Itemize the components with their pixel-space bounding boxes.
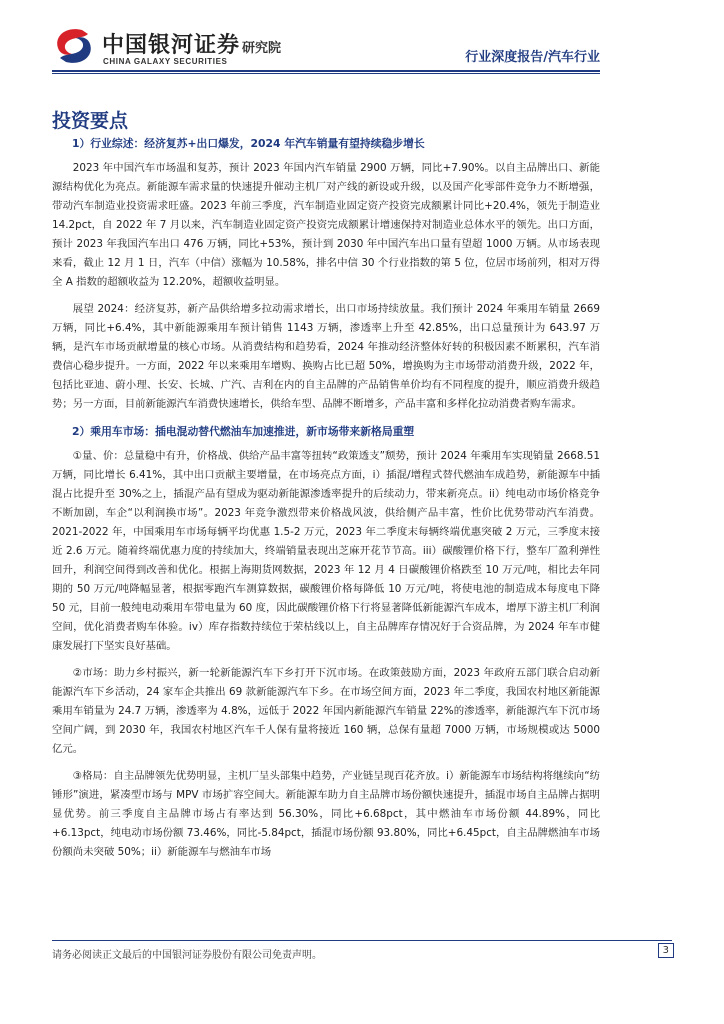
- footer-rule: [52, 940, 672, 941]
- report-type: 行业深度报告/汽车行业: [465, 50, 600, 65]
- disclaimer-text: 请务必阅读正文最后的中国银河证券股份有限公司免责声明。: [52, 950, 322, 961]
- paragraph: ②市场：助力乡村振兴，新一轮新能源汽车下乡打开下沉市场。在政策鼓励方面，2023 年政府五部门联合启动新能源汽车下乡活动，24 家车企共推出 69 款新能源汽车下乡。在市场空间方面，2023 年二季度，我国农村地区新能源乘用车销量为 24.7 万辆，渗透率为 4.8%，远低于 2022 年国内新能源汽车销量 22%的渗透率，新能源汽车下沉市场空间广阔，到 2030 年，我国农村地区汽车千人保有量将接近 160 辆，总保有量超 7000 万辆，市场规模或达 5000 亿元。: [52, 667, 600, 755]
- section-passenger-car-market: [52, 422, 600, 862]
- paragraph: ①量、价：总量稳中有升，价格战、供给产品丰富等扭转“政策透支”颓势，预计 2024 年乘用车实现销量 2668.51 万辆，同比增长 6.41%，其中出口贡献主要增量，在市场亮点方面，i）插混/增程式替代燃油车成趋势，新能源车中插混占比提升至 30%之上，插混产品有望成为驱动新能源渗透率提升的后续动力，带来新亮点。ii）纯电动市场价格竞争不断加剧，车企“以利润换市场”。2023 年竞争激烈带来价格战风波，供给侧产品丰富，性价比优势带动汽车消费。2021-2022 年，中国乘用车市场每辆平均优惠 1.5-2 万元，2023 年二季度末每辆终端优惠突破 2 万元，三季度末接近 2.6 万元。随着终端优惠力度的持续加大，终端销量表现出芝麻开花节节高。iii）碳酸锂价格下行，整车厂盈利弹性回升，利润空间得到改善和优化。根据上海期货网数据，2023 年 12 月 4 日碳酸锂价格跌至 10 万元/吨，相比去年同期的 50 万元/吨降幅显著，根据零跑汽车测算数据，碳酸锂价格每降低 10 万元/吨，将使电池的制造成本每度电下降 50 元，目前一般纯电动乘用车带电量为 60 度，因此碳酸锂价格下行将显著降低新能源汽车成本，增厚下游主机厂利润空间，优化消费者购车体验。iv）库存指数持续位于荣枯线以上，自主品牌库存情况好于合资品牌，为 2024 年车市健康发展打下坚实良好基础。: [52, 450, 600, 652]
- main-content: [52, 134, 600, 870]
- section-industry-overview: [52, 134, 600, 414]
- section-heading: 2）乘用车市场：插电混动替代燃油车加速推进，新市场带来新格局重塑: [72, 425, 415, 438]
- institute-label: 研究院: [242, 41, 282, 56]
- galaxy-swirl-logo-icon: [52, 26, 96, 66]
- paragraph: ③格局：自主品牌领先优势明显，主机厂呈头部集中趋势，产业链呈现百花齐放。i）新能源车市场结构将继续向“纺锤形”演进，紧凑型市场与 MPV 市场扩容空间大。新能源车助力自主品牌市场份额快速提升，插混市场自主品牌占据明显优势。前三季度自主品牌市场占有率达到 56.30%，同比+6.68pct，其中燃油车市场份额 44.89%，同比+6.13pct，纯电动市场份额 73.46%，同比-5.84pct，插混市场份额 93.80%，同比+6.45pct，自主品牌燃油车市场份额尚未突破 50%；ii）新能源车与燃油车市场: [52, 770, 600, 858]
- paragraph: 2023 年中国汽车市场温和复苏，预计 2023 年国内汽车销量 2900 万辆，同比+7.90%。以自主品牌出口、新能源结构优化为亮点。新能源车需求量的快速提升催动主机厂对产线的新设或升级，以及国产化零部件竞争力不断增强，带动汽车制造业投资需求旺盛。2023 年前三季度，汽车制造业固定资产投资完成额累计同比+20.4%，领先于制造业 14.2pct，自 2022 年 7 月以来，汽车制造业固定资产投资完成额累计增速保持对制造业总体水平的领先。出口方面，预计 2023 年我国汽车出口 476 万辆，同比+53%，预计到 2030 年中国汽车出口量有望超 1000 万辆。从市场表现来看，截止 12 月 1 日，汽车（中信）涨幅为 10.58%，排名中信 30 个行业指数的第 5 位，位居市场前列，相对万得全 A 指数的超额收益为 12.20%，超额收益明显。: [52, 162, 600, 288]
- section-heading: 1）行业综述：经济复苏+出口爆发，2024 年汽车销量有望持续稳步增长: [72, 137, 425, 150]
- header-rule: [52, 70, 600, 72]
- page-header: [0, 0, 724, 92]
- logo-text-en: CHINA GALAXY SECURITIES: [103, 57, 228, 66]
- page-footer: [52, 940, 672, 961]
- page-title: 投资要点: [52, 110, 129, 132]
- page-number: 3: [658, 943, 674, 958]
- logo-text-cn: 中国银河证券: [102, 33, 241, 58]
- header-rule-thin: [52, 73, 600, 74]
- paragraph: 展望 2024：经济复苏，新产品供给增多拉动需求增长，出口市场持续放量。我们预计 2024 年乘用车销量 2669 万辆，同比+6.4%，其中新能源乘用车预计销售 1143 万辆，渗透率上升至 42.85%，出口总量预计为 643.97 万辆，是汽车市场贡献增量的核心市场。从消费结构和趋势看，2024 年推动经济整体好转的积极因素不断累积，汽车消费信心稳步提升。一方面，2022 年以来乘用车增购、换购占比已超 50%，增换购为主市场带动消费升级，2022 年，包括比亚迪、蔚小理、长安、长城、广汽、吉利在内的自主品牌的产品销售单价均有不同程度的提升，顺应消费升级趋势；另一方面，目前新能源汽车消费快速增长，供给车型、品牌不断增多，产品丰富和多样化拉动消费者购车需求。: [52, 303, 600, 410]
